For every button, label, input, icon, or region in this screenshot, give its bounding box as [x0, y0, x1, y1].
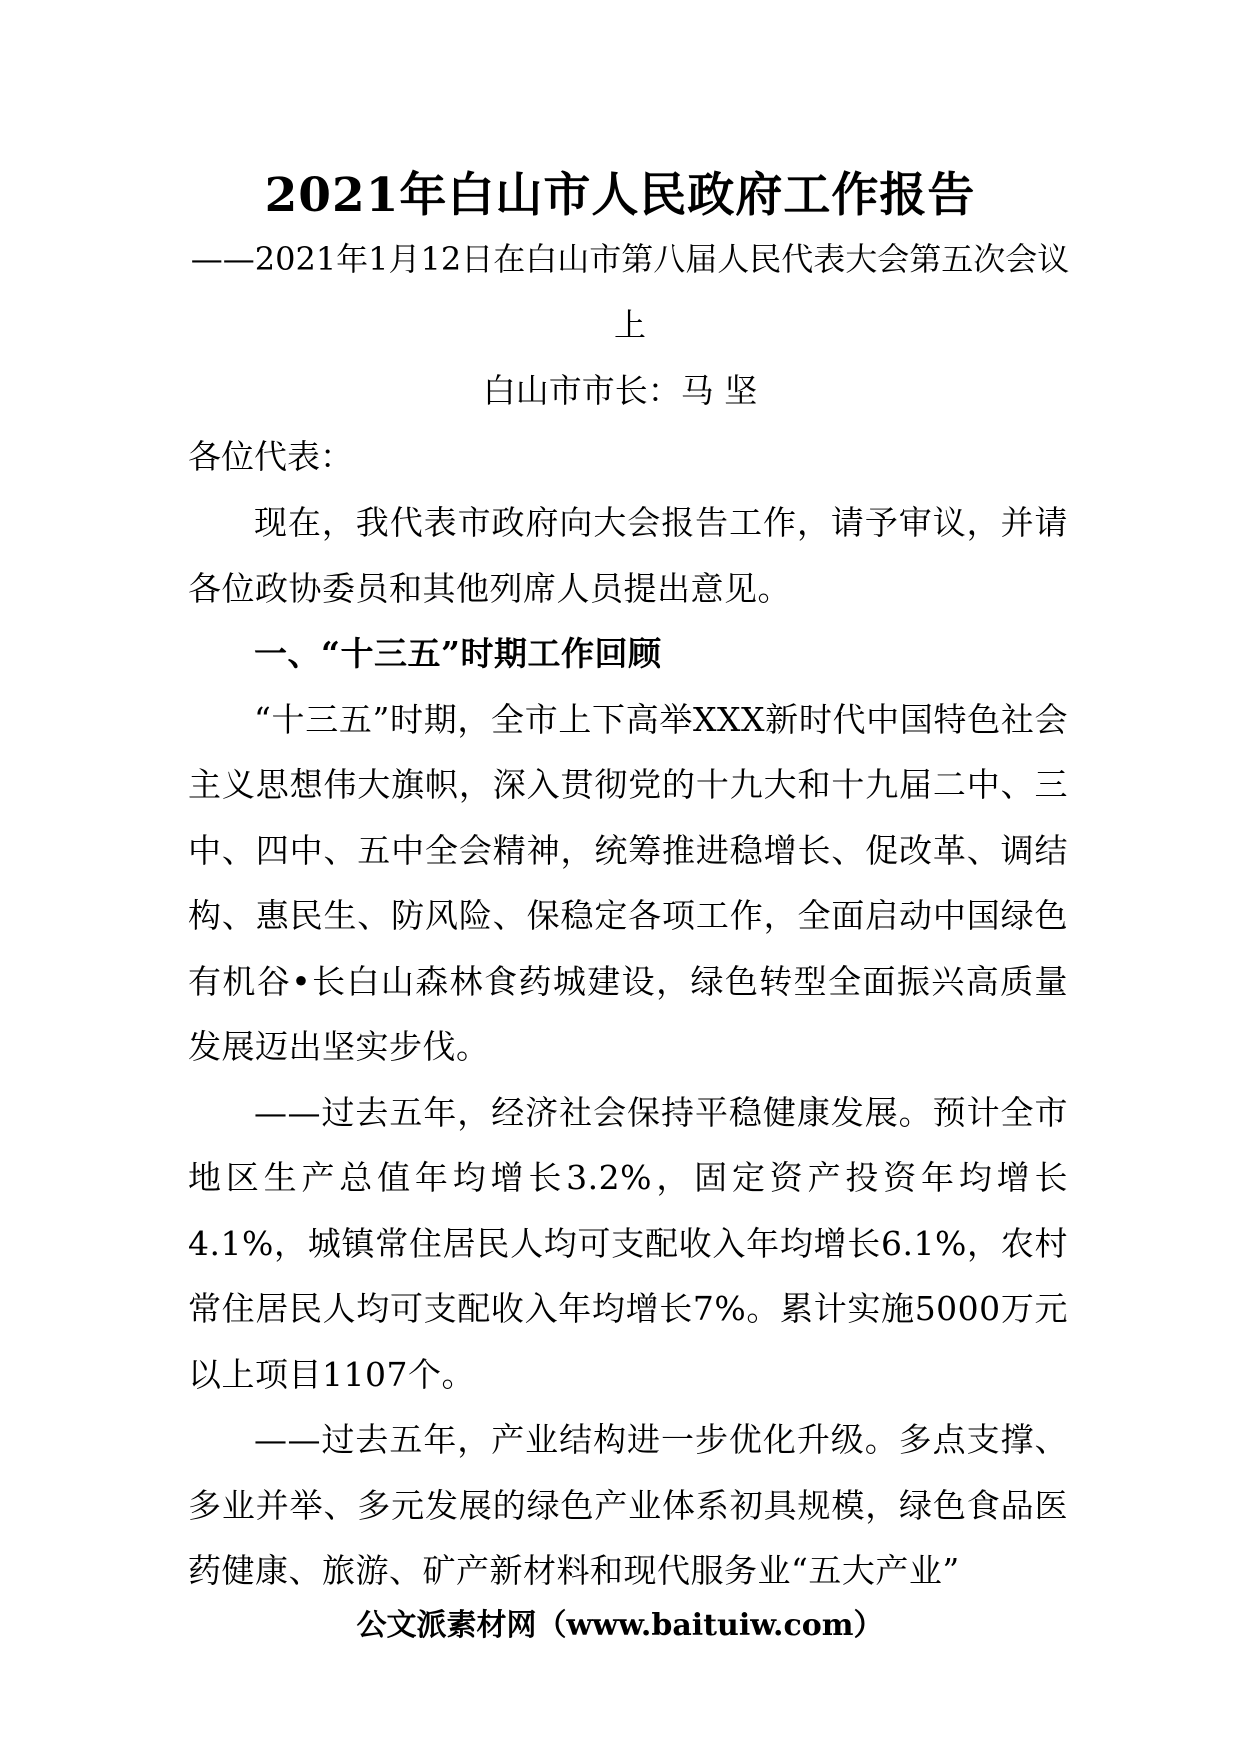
- document-author: 白山市市长：马 坚: [482, 371, 758, 410]
- paragraph-review: “十三五”时期，全市上下高举XXX新时代中国特色社会主义思想伟大旗帜，深入贯彻党的十九大和十九届二中、三中、四中、五中全会精神，统筹推进稳增长、促改革、调结构、惠民生、防风险、保稳定各项工作，全面启动中国绿色有机谷•长白山森林食药城建设，绿色转型全面振兴高质量发展迈出坚实步伐。: [188, 699, 1068, 1066]
- footer-watermark: 公文派素材网（www.baituiw.com）: [356, 1608, 884, 1643]
- paragraph-intro: 现在，我代表市政府向大会报告工作，请予审议，并请各位政协委员和其他列席人员提出意见。: [188, 503, 1068, 608]
- document-body: [188, 490, 1068, 1604]
- paragraph-industry: ——过去五年，产业结构进一步优化升级。多点支撑、多业并举、多元发展的绿色产业体系初具规模，绿色食品医药健康、旅游、矿产新材料和现代服务业“五大产业”: [188, 1420, 1068, 1590]
- document-title: 2021年白山市人民政府工作报告: [264, 168, 976, 223]
- paragraph-economy: ——过去五年，经济社会保持平稳健康发展。预计全市地区生产总值年均增长3.2%，固定资产投资年均增长4.1%，城镇常住居民人均可支配收入年均增长6.1%，农村常住居民人均可支配收入年均增长7%。累计实施5000万元以上项目1107个。: [188, 1092, 1068, 1394]
- salutation: 各位代表：: [188, 437, 353, 476]
- document-subtitle: ——2021年1月12日在白山市第八届人民代表大会第五次会议上: [190, 240, 1070, 344]
- section-heading: 一、“十三五”时期工作回顾: [254, 634, 662, 673]
